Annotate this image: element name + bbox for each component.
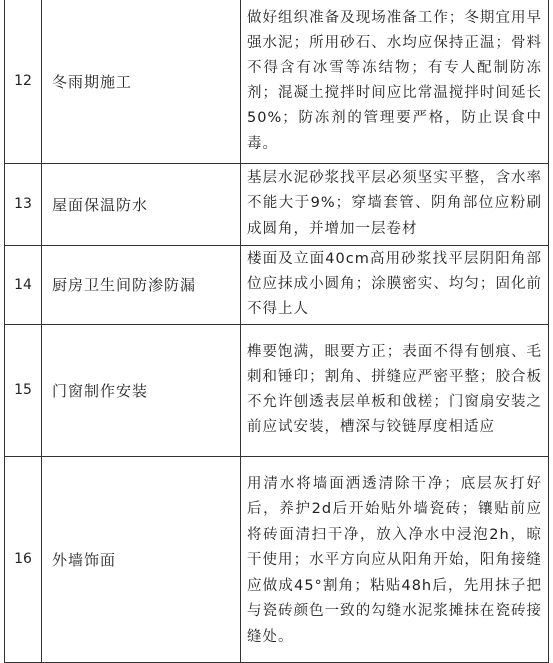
row-number: 16 <box>5 456 42 662</box>
row-number: 12 <box>5 0 42 163</box>
table-row <box>5 0 549 163</box>
requirement-text: 基层水泥砂浆找平层必须坚实平整，含水率不能大于9%；穿墙套管、阴角部位应粉刷成圆角，并增加一层卷材 <box>241 163 549 245</box>
table-row <box>5 245 549 324</box>
item-name: 厨房卫生间防渗防漏 <box>42 245 241 324</box>
requirement-text: 做好组织准备及现场准备工作；冬期宜用早强水泥；所用砂石、水均应保持正温；骨料不得含有冰雪等冻结物；有专人配制防冻剂；混凝土搅拌时间应比常温搅拌时间延长50%；防冻剂的管理要严格，防止误食中毒。 <box>241 0 549 163</box>
item-name: 门窗制作安装 <box>42 324 241 456</box>
item-name: 冬雨期施工 <box>42 0 241 163</box>
requirement-text: 榫要饱满，眼要方正；表面不得有刨痕、毛刺和锤印；割角、拼缝应严密平整；胶合板不允许刨透表层单板和戗槎；门窗扇安装之前应试安装，槽深与铰链厚度相适应 <box>241 324 549 456</box>
table-row <box>5 163 549 245</box>
requirement-text: 楼面及立面40cm高用砂浆找平层阴阳角部位应抹成小圆角；涂膜密实、均匀；固化前不得上人 <box>241 245 549 324</box>
table-row <box>5 456 549 662</box>
construction-quality-table <box>4 0 549 663</box>
item-name: 外墙饰面 <box>42 456 241 662</box>
row-number: 14 <box>5 245 42 324</box>
row-number: 13 <box>5 163 42 245</box>
item-name: 屋面保温防水 <box>42 163 241 245</box>
table-row <box>5 324 549 456</box>
requirement-text: 用清水将墙面洒透清除干净；底层灰打好后，养护2d后开始贴外墙瓷砖；镶贴前应将砖面清扫干净，放入净水中浸泡2h，晾干使用；水平方向应从阳角开始，阳角接缝应做成45°割角；粘贴48h后，先用抹子把与瓷砖颜色一致的勾缝水泥浆摊抹在瓷砖接缝处。 <box>241 456 549 662</box>
row-number: 15 <box>5 324 42 456</box>
